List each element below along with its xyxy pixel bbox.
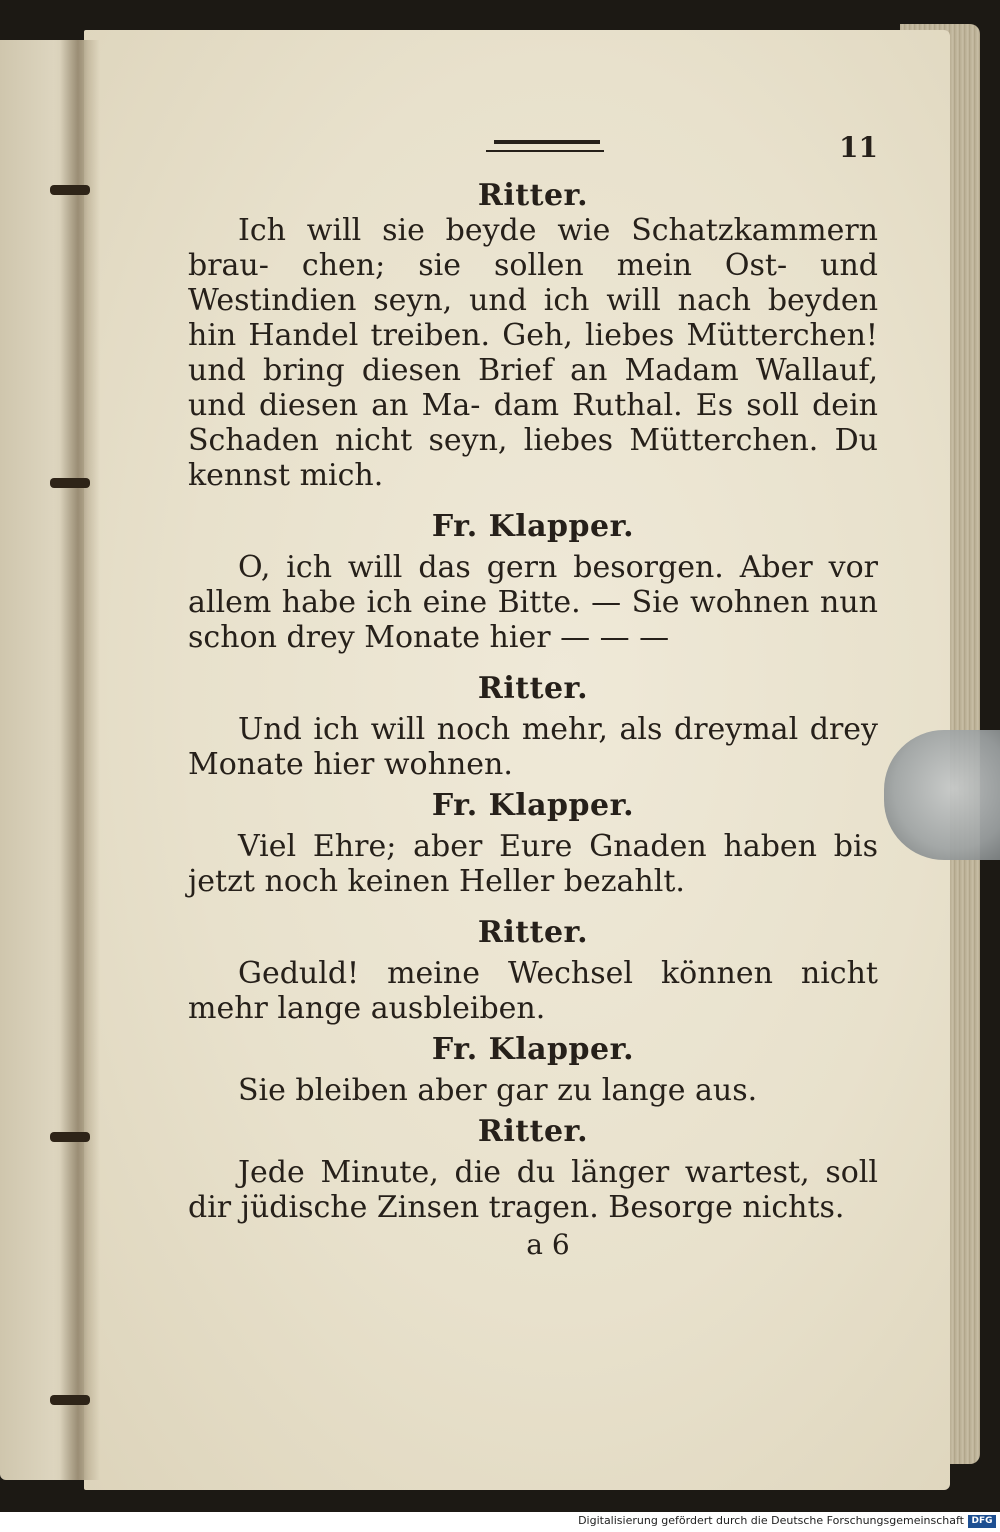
speech-text: Jede Minute, die du länger wartest, soll dir jüdische Zinsen tragen. Besorge nichts.	[188, 1155, 878, 1225]
page-header	[188, 130, 878, 178]
header-rule	[486, 150, 604, 152]
dfg-logo-icon[interactable]: DFG	[968, 1515, 996, 1528]
speaker-name: Ritter.	[477, 1114, 589, 1149]
header-rule	[494, 140, 600, 144]
speaker-name: Ritter.	[477, 671, 589, 706]
binding-stitch	[50, 1395, 90, 1405]
speaker-name: Ritter.	[477, 178, 589, 213]
binding-stitch	[50, 1132, 90, 1142]
page-number: 11	[839, 131, 878, 164]
speech-text: Viel Ehre; aber Eure Gnaden haben bis jetzt noch keinen Heller bezahlt.	[188, 829, 878, 899]
speech-text: O, ich will das gern besorgen. Aber vor allem habe ich eine Bitte. — Sie wohnen nun schon drey Monate hier — — —	[188, 550, 878, 655]
speaker-name: Fr. Klapper.	[431, 509, 635, 544]
speaker-name: Fr. Klapper.	[431, 788, 635, 823]
speech-text: Geduld! meine Wechsel können nicht mehr lange ausbleiben.	[188, 956, 878, 1026]
footer-credit: Digitalisierung gefördert durch die Deutsche Forschungsgemeinschaft	[578, 1514, 964, 1527]
speaker-name: Ritter.	[477, 915, 589, 950]
binding-stitch	[50, 185, 90, 195]
footer-bar	[0, 1512, 1000, 1532]
speech-text: Und ich will noch mehr, als dreymal drey Monate hier wohnen.	[188, 712, 878, 782]
book-gutter	[60, 40, 100, 1480]
speech-text: Ich will sie beyde wie Schatzkammern brau- chen; sie sollen mein Ost- und Westindien seyn, und ich will nach beyden hin Handel treiben. Geh, liebes Mütterchen! und bring diesen Brief an Madam Wallauf, und diesen an Ma- dam Ruthal. Es soll dein Schaden nicht seyn, liebes Mütterchen. Du kennst mich.	[188, 213, 879, 493]
page-text	[188, 130, 878, 1262]
binding-stitch	[50, 478, 90, 488]
page-clip	[884, 730, 1000, 860]
speech-text: Sie bleiben aber gar zu lange aus.	[238, 1073, 758, 1108]
catchword: a 6	[526, 1228, 570, 1261]
speaker-name: Fr. Klapper.	[431, 1032, 635, 1067]
